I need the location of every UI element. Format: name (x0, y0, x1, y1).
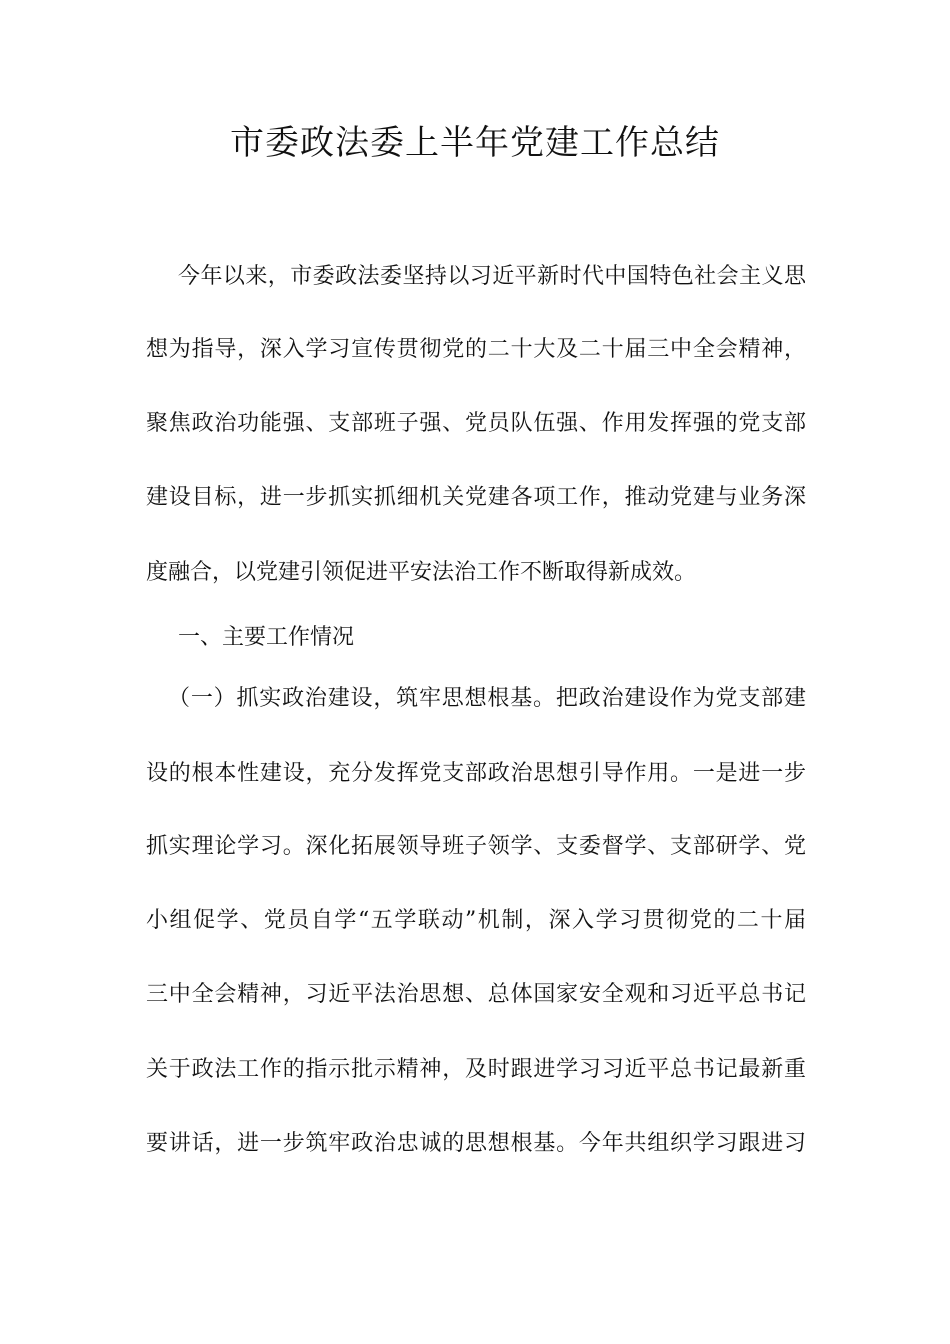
paragraph-line: 设的根本性建设，充分发挥党支部政治思想引导作用。一是进一步 (146, 761, 806, 786)
paragraph-line: 今年以来，市委政法委坚持以习近平新时代中国特色社会主义思 (178, 264, 806, 289)
paragraph-line: 小组促学、党员自学“五学联动”机制，深入学习贯彻党的二十届 (146, 908, 806, 933)
paragraph-line: 建设目标，进一步抓实抓细机关党建各项工作，推动党建与业务深 (146, 485, 806, 510)
section-heading: 一、主要工作情况 (178, 625, 355, 650)
paragraph-line: 想为指导，深入学习宣传贯彻党的二十大及二十届三中全会精神， (146, 337, 806, 362)
paragraph-line: 抓实理论学习。深化拓展领导班子领学、支委督学、支部研学、党 (146, 834, 806, 859)
paragraph-line: 度融合，以党建引领促进平安法治工作不断取得新成效。 (146, 560, 697, 585)
paragraph-line: 关于政法工作的指示批示精神，及时跟进学习习近平总书记最新重 (146, 1057, 806, 1082)
paragraph-line: 三中全会精神，习近平法治思想、总体国家安全观和习近平总书记 (146, 982, 806, 1007)
paragraph-line: （一）抓实政治建设，筑牢思想根基。把政治建设作为党支部建 (168, 686, 806, 711)
paragraph-line: 要讲话，进一步筑牢政治忠诚的思想根基。今年共组织学习跟进习 (146, 1131, 806, 1156)
document-title: 市委政法委上半年党建工作总结 (230, 123, 720, 163)
paragraph-line: 聚焦政治功能强、支部班子强、党员队伍强、作用发挥强的党支部 (146, 411, 806, 436)
